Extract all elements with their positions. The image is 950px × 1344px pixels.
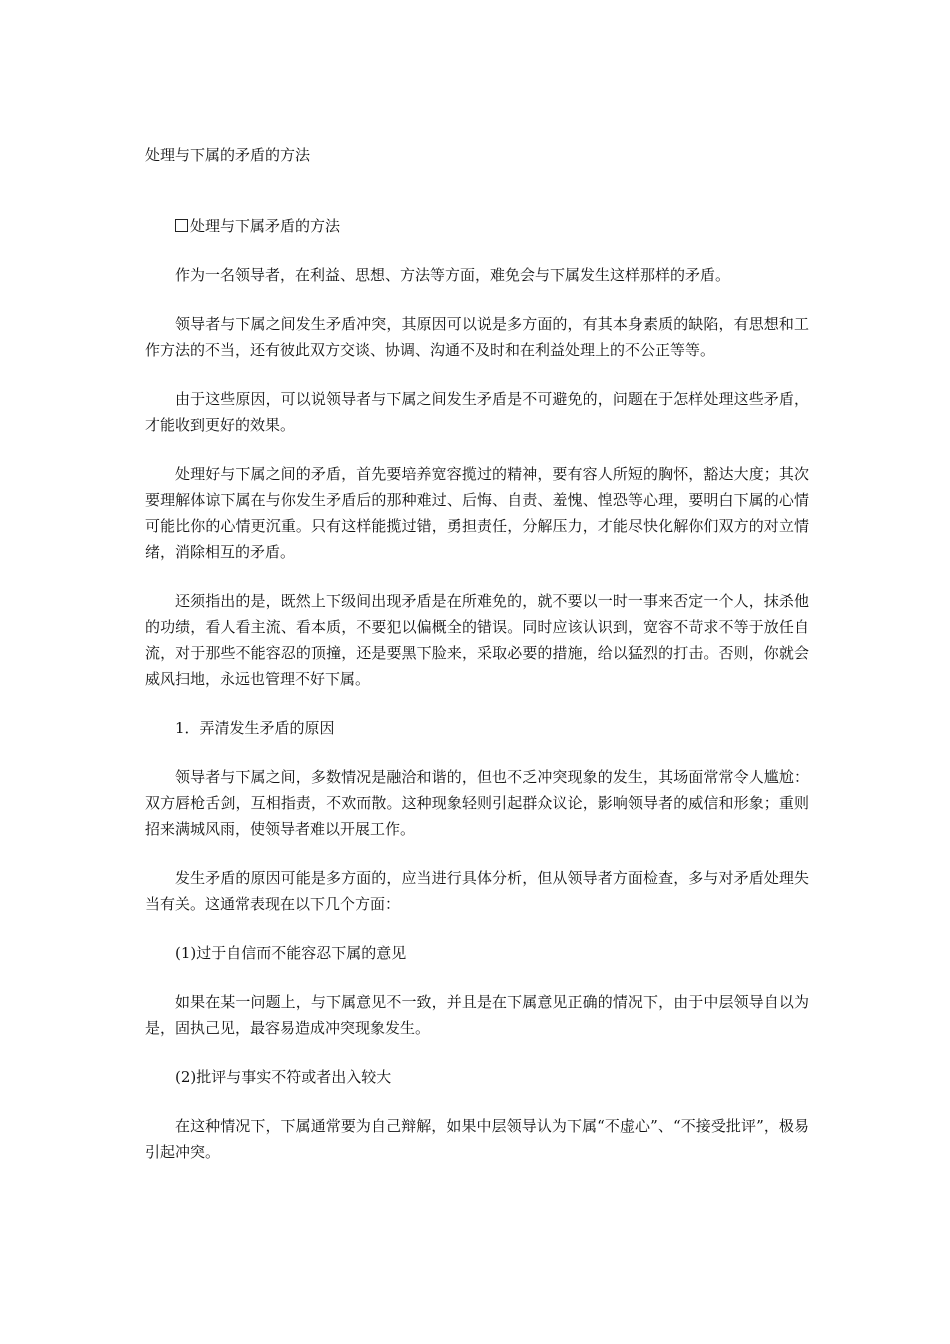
paragraph-intro: 作为一名领导者，在利益、思想、方法等方面，难免会与下属发生这样那样的矛盾。: [175, 266, 731, 284]
paragraph-item-1: 如果在某一问题上，与下属意见不一致，并且是在下属意见正确的情况下，由于中层领导自以为是，固执己见，最容易造成冲突现象发生。: [145, 993, 809, 1037]
checkbox-square-icon: [175, 219, 188, 232]
document-body: [145, 213, 809, 1188]
item-heading-2: (2)批评与事实不符或者出入较大: [175, 1068, 392, 1086]
paragraph-causes: 领导者与下属之间发生矛盾冲突，其原因可以说是多方面的，有其本身素质的缺陷，有思想和工作方法的不当，还有彼此双方交谈、协调、沟通不及时和在利益处理上的不公正等等。: [145, 315, 809, 359]
paragraph-conflict-reasons: 发生矛盾的原因可能是多方面的，应当进行具体分析，但从领导者方面检查，多与对矛盾处理失当有关。这通常表现在以下几个方面：: [145, 869, 809, 913]
paragraph-inevitable: 由于这些原因，可以说领导者与下属之间发生矛盾是不可避免的，问题在于怎样处理这些矛盾，才能收到更好的效果。: [145, 390, 809, 434]
paragraph-conflict-scene: 领导者与下属之间，多数情况是融洽和谐的，但也不乏冲突现象的发生，其场面常常令人尴尬：双方唇枪舌剑，互相指责，不欢而散。这种现象轻则引起群众议论，影响领导者的威信和形象；重则招来满城风雨，使领导者难以开展工作。: [145, 768, 809, 838]
subsection-heading-1: 1．弄清发生矛盾的原因: [175, 719, 335, 737]
paragraph-tolerance: 处理好与下属之间的矛盾，首先要培养宽容揽过的精神，要有容人所短的胸怀，豁达大度；其次要理解体谅下属在与你发生矛盾后的那种难过、后悔、自责、羞愧、惶恐等心理，要明白下属的心情可能比你的心情更沉重。只有这样能揽过错，勇担责任，分解压力，才能尽快化解你们双方的对立情绪，消除相互的矛盾。: [145, 465, 809, 561]
section-heading: [145, 213, 809, 239]
document-title: 处理与下属的矛盾的方法: [145, 146, 311, 164]
paragraph-item-2: 在这种情况下，下属通常要为自己辩解，如果中层领导认为下属“不虚心”、“不接受批评”，极易引起冲突。: [145, 1117, 809, 1161]
section-heading-text: 处理与下属矛盾的方法: [190, 217, 341, 235]
item-heading-1: (1)过于自信而不能容忍下属的意见: [175, 944, 407, 962]
paragraph-note: 还须指出的是，既然上下级间出现矛盾是在所难免的，就不要以一时一事来否定一个人，抹杀他的功绩，看人看主流、看本质，不要犯以偏概全的错误。同时应该认识到，宽容不苛求不等于放任自流，对于那些不能容忍的顶撞，还是要黑下脸来，采取必要的措施，给以猛烈的打击。否则，你就会威风扫地，永远也管理不好下属。: [145, 592, 809, 688]
